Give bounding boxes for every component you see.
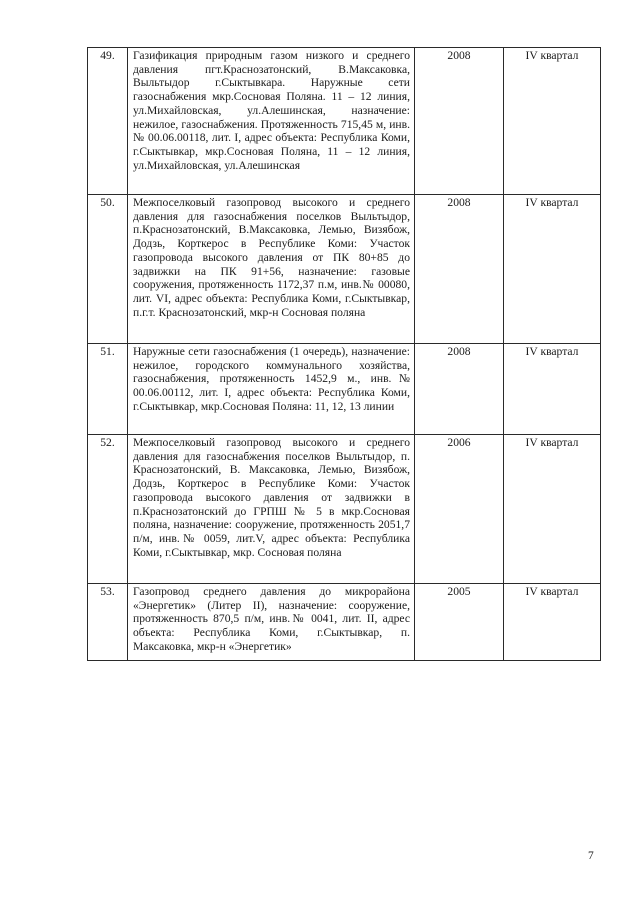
table-row <box>88 48 601 195</box>
table-row <box>88 584 601 661</box>
row-quarter: IV квартал <box>504 584 601 661</box>
row-quarter: IV квартал <box>504 344 601 435</box>
row-number: 53. <box>88 584 128 661</box>
row-year: 2008 <box>415 195 504 344</box>
row-number: 52. <box>88 435 128 584</box>
row-description: Газификация природным газом низкого и среднего давления пгт.Краснозатонский, В.Максаковка, Выльтыдор г.Сыктывкара. Наружные сети газоснабжения мкр.Сосновая Поляна. 11 – 12 линия, ул.Михайловская, ул.Алешинская, назначение: нежилое, газоснабжения. Протяженность 715,45 м, инв.№ 00.06.00118, лит. I, адрес объекта: Республика Коми, г.Сыктывкар, мкр.Сосновая Поляна, 11 – 12 линия, ул.Михайловская, ул.Алешинская <box>128 48 415 195</box>
row-quarter: IV квартал <box>504 48 601 195</box>
table-row <box>88 344 601 435</box>
row-number: 50. <box>88 195 128 344</box>
row-number: 51. <box>88 344 128 435</box>
table-row <box>88 435 601 584</box>
row-quarter: IV квартал <box>504 435 601 584</box>
row-description: Газопровод среднего давления до микрорайона «Энергетик» (Литер II), назначение: сооружение, протяженность 870,5 п/м, инв.№ 0041, лит. II, адрес объекта: Республика Коми, г.Сыктывкар, п. Максаковка, мкр-н «Энергетик» <box>128 584 415 661</box>
table-row <box>88 195 601 344</box>
row-number: 49. <box>88 48 128 195</box>
row-description: Межпоселковый газопровод высокого и среднего давления для газоснабжения поселков Выльтыдор, п.Краснозатонский, В.Максаковка, Лемью, Визябож, Додзь, Корткерос в Республике Коми: Участок газопровода высокого давления от ПК 80+85 до задвижки на ПК 91+56, назначение: газовые сооружения, протяженность 1172,37 п.м, инв.№ 00080, лит. VI, адрес объекта: Республика Коми, г.Сыктывкар, п.г.т. Краснозатонский, мкр-н Сосновая поляна <box>128 195 415 344</box>
row-year: 2006 <box>415 435 504 584</box>
property-table <box>87 47 601 661</box>
row-quarter: IV квартал <box>504 195 601 344</box>
row-description: Межпоселковый газопровод высокого и среднего давления для газоснабжения поселков Выльтыдор, п. Краснозатонский, В. Максаковка, Лемью, Визябож, Додзь, Корткерос в Республике Коми: Участок газопровода высокого давления от задвижки в п.Краснозатонский до ГРПШ № 5 в мкр.Сосновая поляна, назначение: сооружение, протяженность 2051,7 п/м, инв.№ 0059, лит.V, адрес объекта: Республика Коми, г.Сыктывкар, мкр. Сосновая поляна <box>128 435 415 584</box>
row-year: 2008 <box>415 344 504 435</box>
row-description: Наружные сети газоснабжения (1 очередь), назначение: нежилое, городского коммунального хозяйства, газоснабжения, протяженность 1452,9 м., инв.№ 00.06.00112, лит. I, адрес объекта: Республика Коми, г.Сыктывкар, мкр.Сосновая Поляна: 11, 12, 13 линии <box>128 344 415 435</box>
page-number: 7 <box>588 850 594 862</box>
row-year: 2005 <box>415 584 504 661</box>
row-year: 2008 <box>415 48 504 195</box>
